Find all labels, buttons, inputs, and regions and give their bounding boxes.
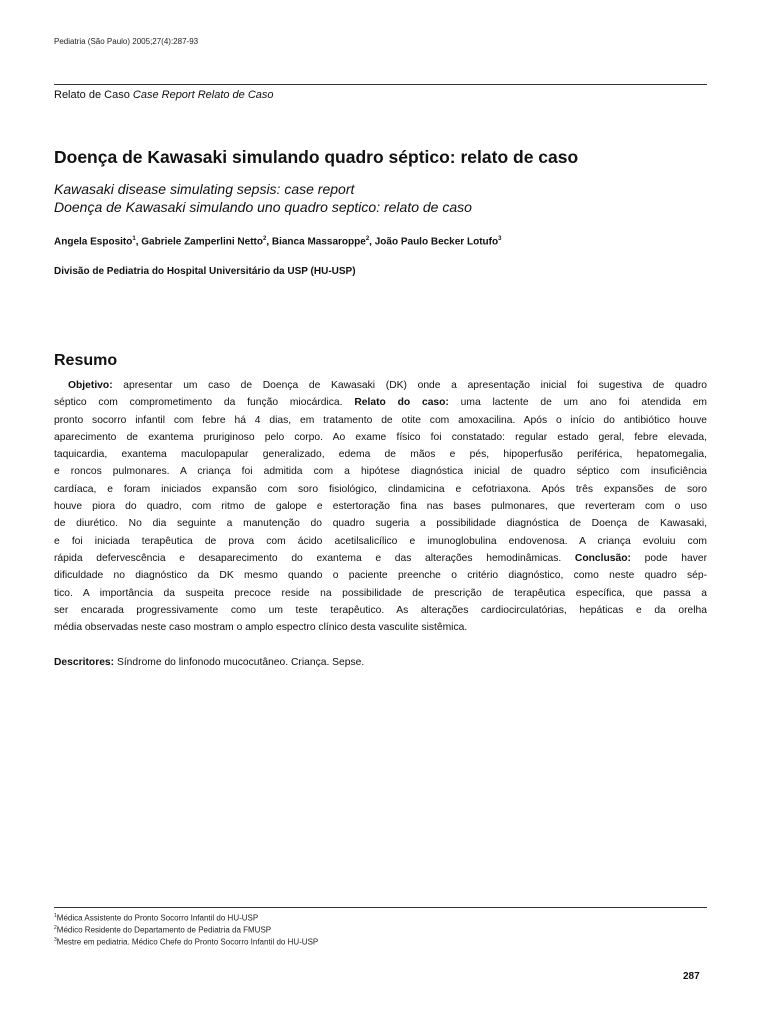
footnote: $^2$Médico Residente do Departamento de Pediatria da FMUSP <box>54 925 272 935</box>
author-affiliation-mark: 2 <box>262 236 267 242</box>
abstract-line: cardíaca, e foram iniciados expansão com soro fisiológico, clindamicina e cefotriaxona. Após três expansões de soro <box>54 483 707 495</box>
abstract-line: séptico com comprometimento da função miocárdica. Relato do caso: uma lactente de um ano foi atendida em <box>54 397 708 409</box>
journal-citation: Pediatria (São Paulo) 2005;27(4):287-93 <box>54 37 199 46</box>
author-name: Angela Esposito <box>54 236 133 248</box>
keywords <box>54 657 364 668</box>
keywords-text: Síndrome do linfonodo mucocutâneo. Criança. Sepse. <box>114 657 365 668</box>
author-affiliation-mark: 1 <box>132 236 136 242</box>
affiliation: Divisão de Pediatria do Hospital Universitário da USP (HU-USP) <box>54 266 356 277</box>
abstract-subheading: Objetivo: <box>68 380 113 391</box>
section-label-en-es: Case Report Relato de Caso <box>132 89 274 101</box>
abstract-subheading: Relato do caso: <box>354 397 449 409</box>
author-name: Bianca Massaroppe <box>271 236 366 248</box>
abstract-body <box>54 377 707 636</box>
abstract-line: tico. A importância da suspeita precoce reside na possibilidade de prescrição de terapêutica específica, que passa a <box>54 587 707 599</box>
author-name: Gabriele Zamperlini Netto <box>141 236 263 248</box>
section-label <box>54 89 274 101</box>
abstract-heading: Resumo <box>54 352 118 369</box>
section-label-pt: Relato de Caso <box>54 89 130 101</box>
footnote: $^1$Médica Assistente do Pronto Socorro Infantil do HU-USP <box>54 913 259 923</box>
footnote-rule <box>54 907 707 908</box>
abstract-line: e foi iniciada terapêutica de prova com ácido acetilsalicílico e imunoglobulina endovenosa. A criança evoluiu com <box>54 535 707 547</box>
author-affiliation-mark: 2 <box>365 236 370 242</box>
abstract-line: de diurético. No dia seguinte a manutenção do quadro sugeria a possibilidade diagnóstica de Doença de Kawasaki, <box>54 518 707 530</box>
subtitle-spanish: Doença de Kawasaki simulando uno quadro septico: relato de caso <box>54 199 472 215</box>
abstract-line: dificuldade no diagnóstico da DK mesmo quando o paciente preenche o critério diagnóstico, como neste quadro sép- <box>54 570 707 582</box>
author-list: Angela Esposito$^1$, Gabriele Zamperlini Netto$^2$, Bianca Massaroppe$^2$, João Paulo Becker Lotufo$^3$ <box>54 236 502 248</box>
keywords-label: Descritores: <box>54 657 115 668</box>
header-rule <box>54 84 707 85</box>
abstract-line: aparecimento de exantema pruriginoso pelo corpo. Ao exame físico foi constatado: regular estado geral, febre elevada, <box>54 431 707 443</box>
author-name: João Paulo Becker Lotufo <box>374 236 499 248</box>
abstract-line: taquicardia, exantema maculopapular generalizado, edema de mãos e pés, hipoperfusão periférica, hepatomegalia, <box>54 449 707 461</box>
author-affiliation-mark: 3 <box>498 236 502 242</box>
abstract-line: rápida defervescência e desaparecimento do exantema e das alterações hemodinâmicas. Conclusão: pode haver <box>54 552 707 564</box>
abstract-line: média observadas neste caso mostram o amplo espectro clínico desta vasculite sistêmica. <box>54 622 468 634</box>
subtitle-english: Kawasaki disease simulating sepsis: case report <box>54 181 355 197</box>
abstract-line: houve piora do quadro, com ritmo de galope e estertoração fina nas bases pulmonares, que reverteram com o uso <box>54 501 707 513</box>
footnote: $^3$Mestre em pediatria. Médico Chefe do Pronto Socorro Infantil do HU-USP <box>54 937 319 947</box>
abstract-subheading: Conclusão: <box>574 552 631 564</box>
abstract-line: ser encarada progressivamente como um teste terapêutico. As alterações cardiocirculatórias, hepáticas e da orelha <box>54 604 707 616</box>
article-title: Doença de Kawasaki simulando quadro séptico: relato de caso <box>54 147 579 167</box>
page-number: 287 <box>683 971 700 982</box>
abstract-line: e roncos pulmonares. A criança foi admitida com a hipótese diagnóstica inicial de quadro séptico com insuficiência <box>54 466 707 478</box>
abstract-line: pronto socorro infantil com febre há 4 dias, em tratamento de otite com amoxacilina. Após o início do antibiótico houve <box>54 414 707 426</box>
abstract-line: Objetivo: apresentar um caso de Doença de Kawasaki (DK) onde a apresentação inicial foi sugestiva de quadro <box>68 380 707 391</box>
